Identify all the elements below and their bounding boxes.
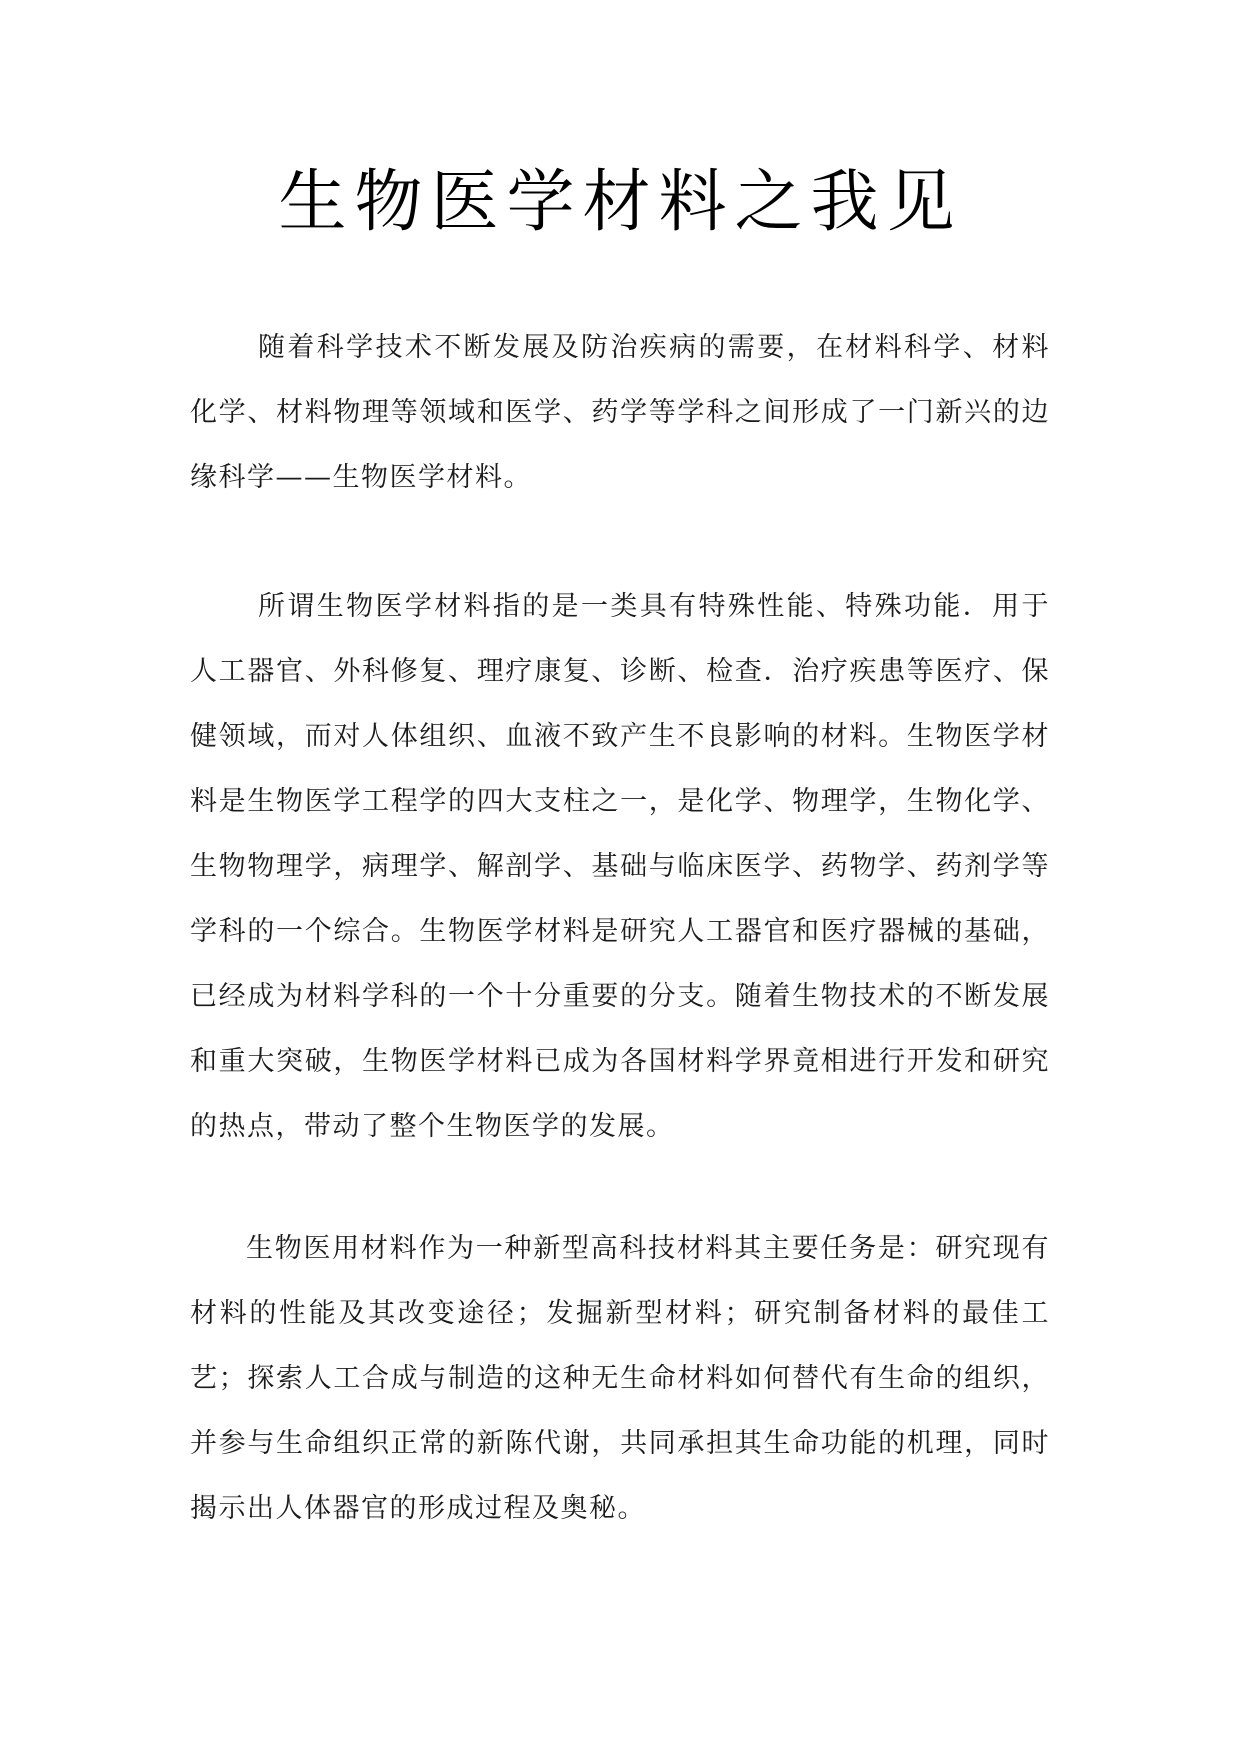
- paragraph-3: 生物医用材料作为一种新型高科技材料其主要任务是：研究现有材料的性能及其改变途径；发掘新型材料；研究制备材料的最佳工艺；探索人工合成与制造的这种无生命材料如何替代有生命的组织，并参与生命组织正常的新陈代谢，共同承担其生命功能的机理，同时揭示出人体器官的形成过程及奥秘。: [190, 1233, 1050, 1524]
- paragraph-1: 随着科学技术不断发展及防治疾病的需要，在材料科学、材料化学、材料物理等领域和医学、药学等学科之间形成了一门新兴的边缘科学——生物医学材料。: [190, 332, 1050, 493]
- paragraph-2: 所谓生物医学材料指的是一类具有特殊性能、特殊功能．用于人工器官、外科修复、理疗康复、诊断、检查．治疗疾患等医疗、保健领域，而对人体组织、血液不致产生不良影响的材料。生物医学材料是生物医学工程学的四大支柱之一，是化学、物理学，生物化学、生物物理学，病理学、解剖学、基础与临床医学、药物学、药剂学等学科的一个综合。生物医学材料是研究人工器官和医疗器械的基础，已经成为材料学科的一个十分重要的分支。随着生物技术的不断发展和重大突破，生物医学材料已成为各国材料学界竟相进行开发和研究的热点，带动了整个生物医学的发展。: [190, 591, 1050, 1142]
- document-title: 生物医学材料之我见: [278, 163, 963, 242]
